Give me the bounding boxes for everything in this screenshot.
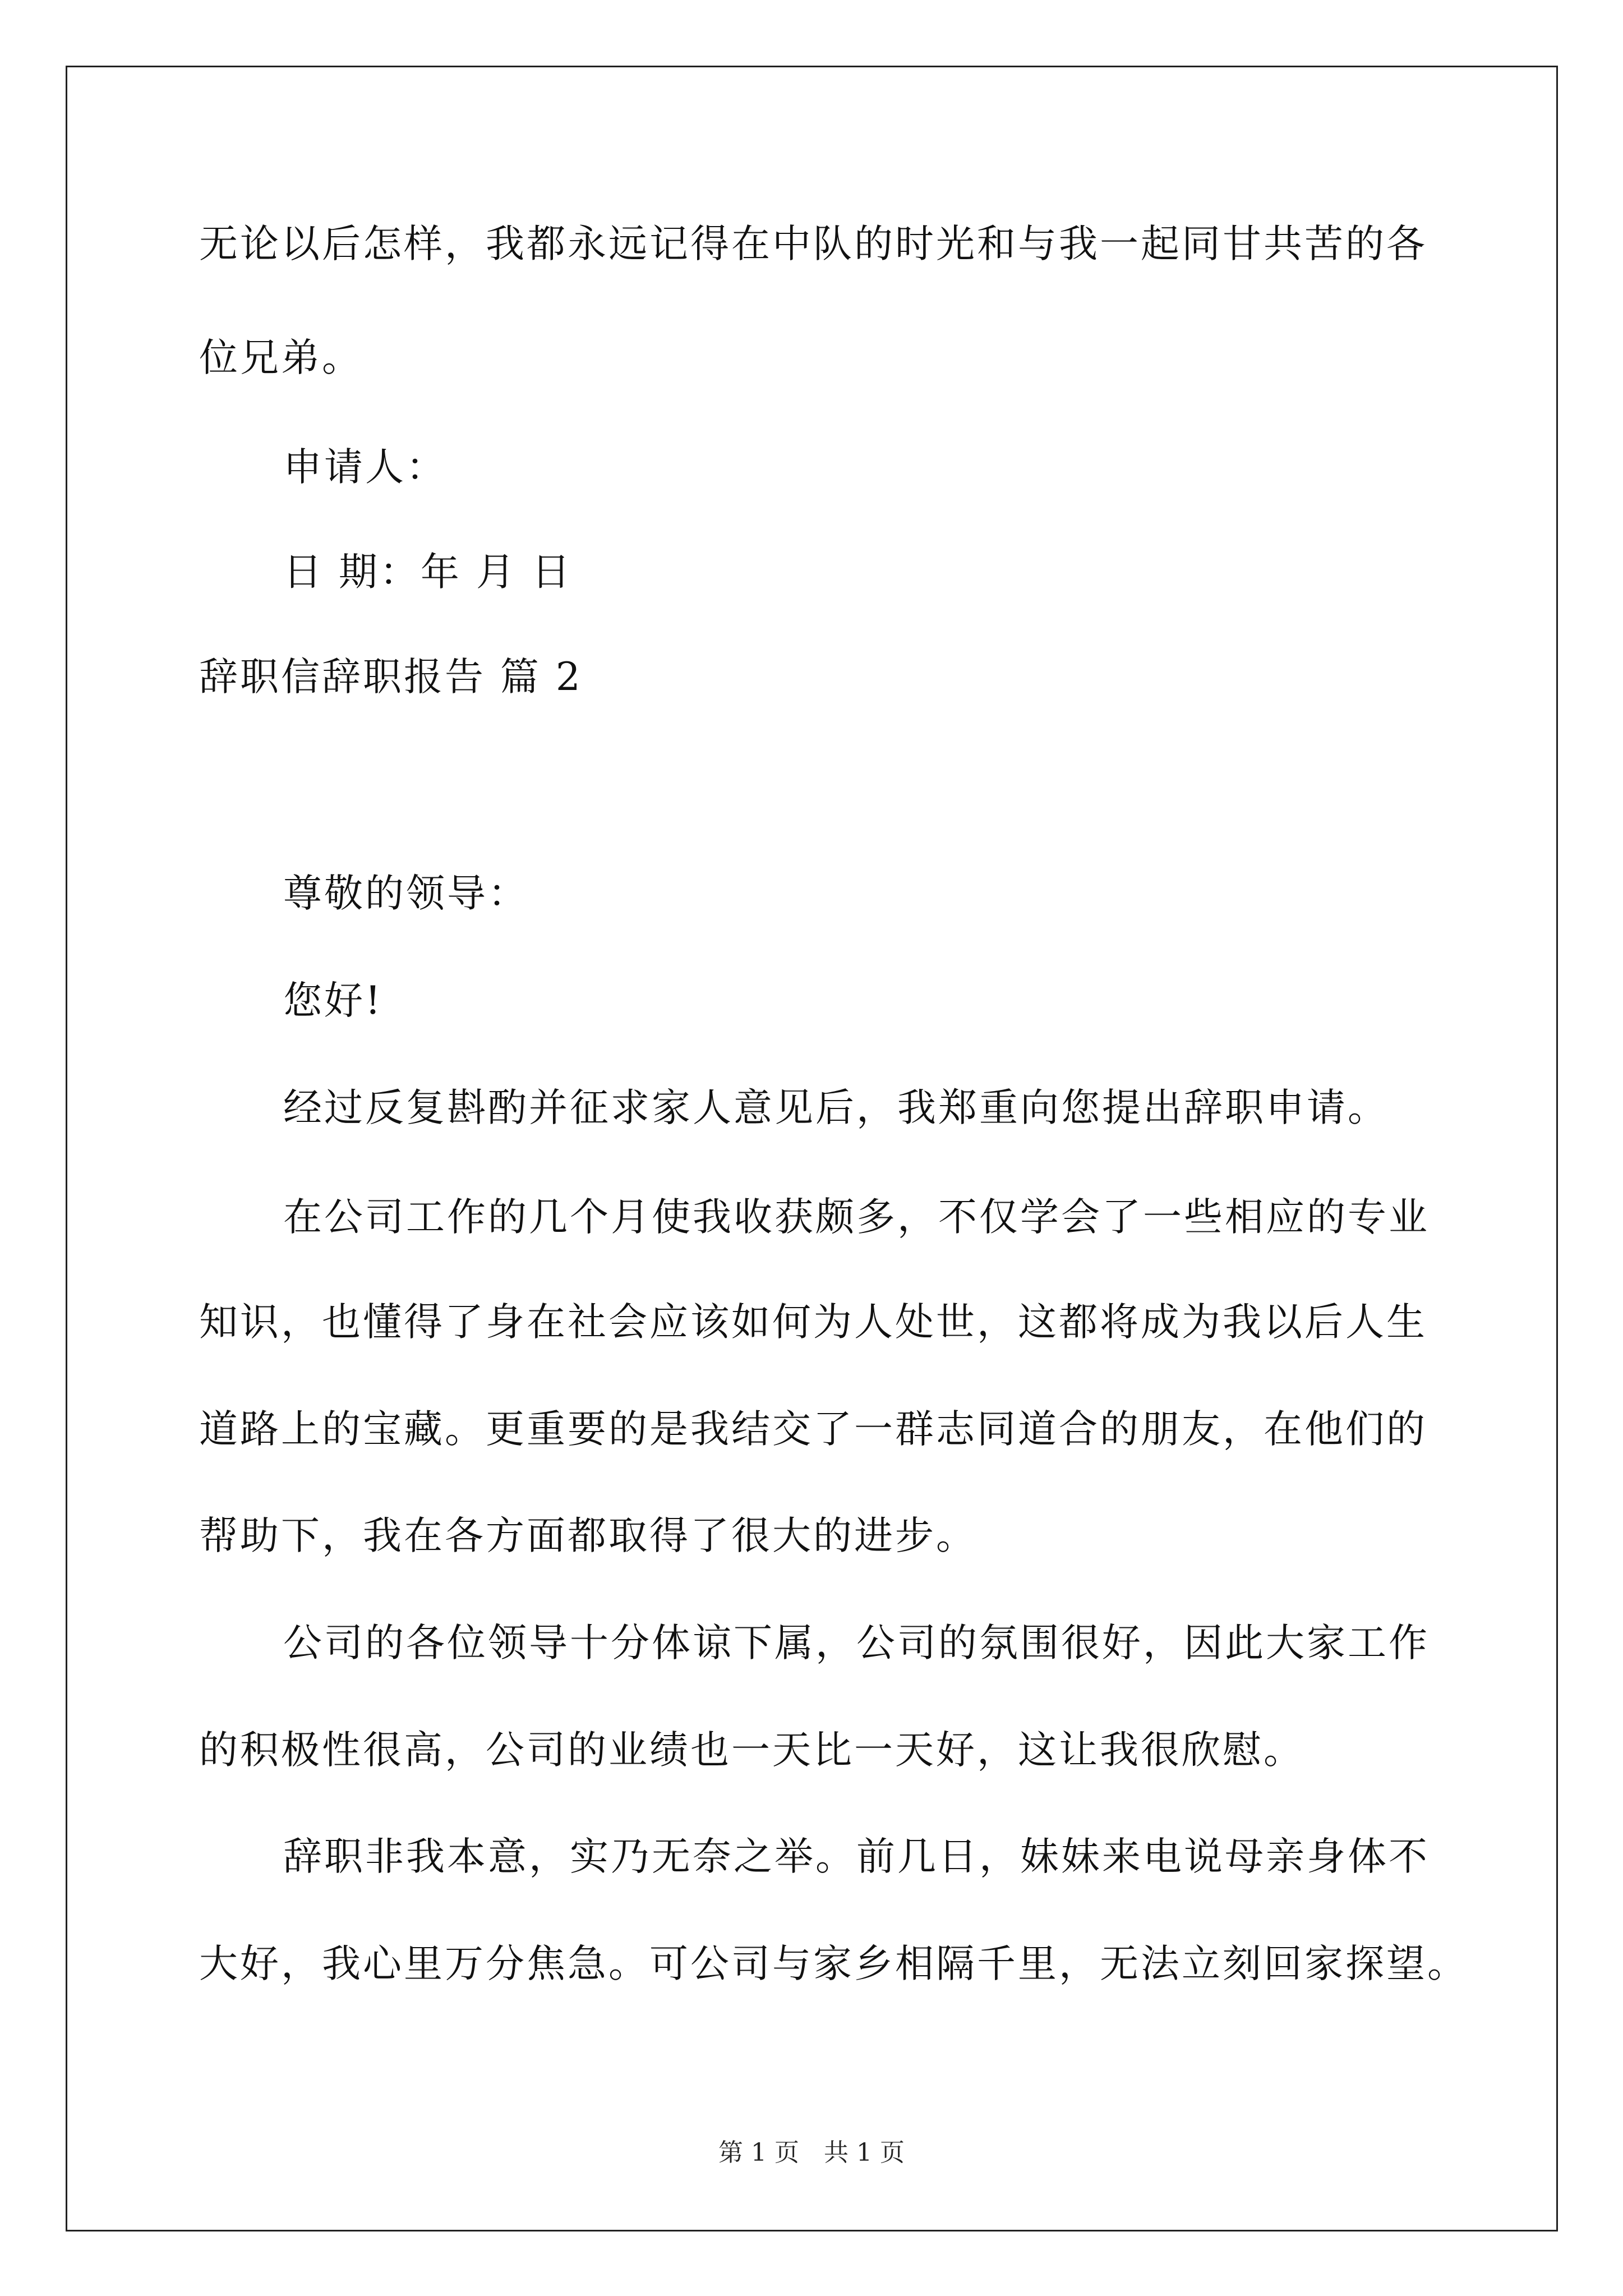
section-heading: 辞职信辞职报告 篇 2 — [199, 655, 583, 700]
page-frame — [66, 66, 1558, 2231]
signature-applicant: 申请人： — [283, 445, 447, 490]
page-footer: 第 1 页 共 1 页 — [718, 2138, 905, 2167]
greeting: 您好! — [283, 978, 383, 1023]
paragraph-line: 辞职非我本意，实乃无奈之举。前几日，妹妹来电说母亲身体不 — [283, 1834, 1430, 1879]
paragraph-line: 知识，也懂得了身在社会应该如何为人处世，这都将成为我以后人生 — [199, 1300, 1427, 1345]
paragraph-line: 在公司工作的几个月使我收获颇多，不仅学会了一些相应的专业 — [283, 1195, 1430, 1240]
paragraph-line: 位兄弟。 — [199, 335, 363, 380]
paragraph-line: 经过反复斟酌并征求家人意见后，我郑重向您提出辞职申请。 — [283, 1085, 1389, 1130]
paragraph-line: 帮助下，我在各方面都取得了很大的进步。 — [199, 1513, 977, 1558]
paragraph-line: 公司的各位领导十分体谅下属，公司的氛围很好，因此大家工作 — [283, 1621, 1430, 1665]
paragraph-line: 的积极性很高，公司的业绩也一天比一天好，这让我很欣慰。 — [199, 1728, 1304, 1773]
salutation: 尊敬的领导： — [283, 871, 529, 916]
signature-date: 日 期：年 月 日 — [283, 550, 573, 595]
paragraph-line: 无论以后怎样，我都永远记得在中队的时光和与我一起同甘共苦的各 — [199, 222, 1427, 266]
paragraph-line: 大好，我心里万分焦急。可公司与家乡相隔千里，无法立刻回家探望。 — [199, 1941, 1468, 1986]
paragraph-line: 道路上的宝藏。更重要的是我结交了一群志同道合的朋友，在他们的 — [199, 1407, 1427, 1452]
